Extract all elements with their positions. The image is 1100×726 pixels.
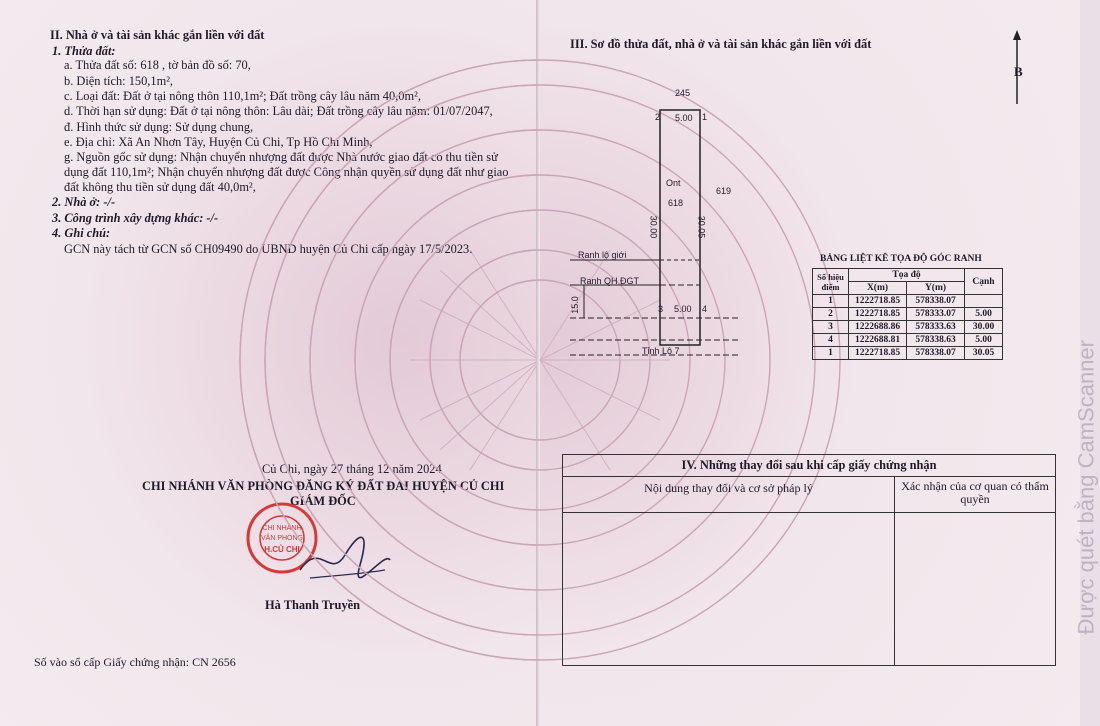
coord-table-title: BẢNG LIỆT KÊ TỌA ĐỘ GÓC RANH [820, 254, 982, 264]
label-road-plan: Ranh QH ĐGT [580, 276, 640, 286]
changes-col-content: Nội dung thay đổi và cơ sở pháp lý [563, 477, 895, 512]
changes-col-confirm: Xác nhận của cơ quan có thẩm quyền [901, 479, 1049, 506]
label-edge-bottom: 5.00 [674, 304, 692, 314]
coord-y: 578338.63 [907, 334, 965, 347]
land-line-g1: g. Nguồn gốc sử dụng: Nhận chuyển nhượng đất được Nhà nước giao đất có thu tiền sử [64, 150, 498, 164]
label-corner-4: 4 [702, 304, 708, 314]
svg-text:H.CỦ CHI: H.CỦ CHI [264, 545, 300, 554]
table-row [813, 334, 1003, 347]
label-edge-right: 30.05 [696, 215, 707, 239]
coord-col-edge: Cạnh [965, 269, 1003, 295]
coord-point: 1 [813, 347, 849, 360]
coord-point: 4 [813, 334, 849, 347]
coord-x: 1222718.85 [849, 308, 907, 321]
label-edge-top: 5.00 [675, 113, 693, 123]
coord-y: 578333.63 [907, 321, 965, 334]
table-row [813, 347, 1003, 360]
changes-content-cell [563, 513, 895, 665]
label-corner-1: 1 [702, 112, 708, 122]
other-works-line: 3. Công trình xây dựng khác: -/- [52, 211, 219, 225]
coord-edge: 5.00 [965, 334, 1003, 347]
land-line-dd: đ. Hình thức sử dụng: Sử dụng chung, [64, 120, 254, 134]
coord-x: 1222688.81 [849, 334, 907, 347]
land-line-g2: dụng đất 110,1m²; Nhận chuyển nhượng đất được Công nhận quyền sử dụng đất như giao [64, 165, 509, 179]
label-parcel-618: 618 [668, 198, 684, 208]
land-line-g3: đất không thu tiền sử dụng đất 40,0m², [64, 180, 256, 194]
signer-position: GIÁM ĐỐC [290, 494, 356, 508]
svg-text:VĂN PHÒNG: VĂN PHÒNG [260, 535, 304, 542]
register-number: Số vào sổ cấp Giấy chứng nhận: CN 2656 [34, 655, 236, 669]
coord-col-y: Y(m) [907, 282, 965, 295]
label-offset: 15.0 [569, 296, 580, 314]
coord-col-coord: Tọa độ [849, 269, 965, 282]
label-parcel-245: 245 [675, 88, 691, 98]
coord-y: 578338.07 [907, 347, 965, 360]
parcel-sketch [570, 80, 810, 380]
land-line-e: e. Địa chỉ: Xã An Nhơn Tây, Huyện Củ Chi, Tp Hồ Chí Minh, [64, 135, 373, 149]
house-line: 2. Nhà ở: -/- [52, 195, 116, 209]
section-title-ii: II. Nhà ở và tài sản khác gắn liền với đất [50, 28, 265, 42]
changes-table [562, 454, 1056, 666]
land-line-d: d. Thời hạn sử dụng: Đất ở tại nông thôn: Lâu dài; Đất trồng cây lâu năm: 01/07/2047, [64, 104, 493, 118]
label-corner-3: 3 [658, 304, 664, 314]
label-parcel-619: 619 [716, 186, 732, 196]
label-land-code: Ont [666, 178, 681, 188]
left-page [0, 0, 540, 726]
land-heading: 1. Thửa đất: [52, 44, 116, 58]
coord-y: 578338.07 [907, 295, 965, 308]
coord-table [812, 268, 1003, 360]
coord-edge [965, 295, 1003, 308]
label-road-edge: Ranh lộ giới [578, 250, 627, 260]
table-row [813, 308, 1003, 321]
notes-heading: 4. Ghi chú: [52, 226, 111, 240]
coord-point: 3 [813, 321, 849, 334]
svg-text:CHI NHÁNH: CHI NHÁNH [262, 525, 302, 532]
notes-text: GCN này tách từ GCN số CH09490 do UBND huyện Củ Chi cấp ngày 17/5/2023. [64, 242, 473, 256]
right-page [540, 0, 1099, 726]
coord-edge: 30.05 [965, 347, 1003, 360]
land-line-b: b. Diện tích: 150,1m², [64, 74, 174, 88]
coord-point: 1 [813, 295, 849, 308]
coord-col-x: X(m) [849, 282, 907, 295]
section-title-iii: III. Sơ đồ thửa đất, nhà ở và tài sản khác gắn liền với đất [570, 37, 872, 51]
coord-point: 2 [813, 308, 849, 321]
issue-date: Củ Chi, ngày 27 tháng 12 năm 2024 [262, 462, 442, 476]
coord-edge: 5.00 [965, 308, 1003, 321]
land-line-c: c. Loại đất: Đất ở tại nông thôn 110,1m²; Đất trồng cây lâu năm 40,0m², [64, 89, 421, 103]
coord-col-point: Số hiệu điểm [813, 269, 849, 295]
label-edge-left: 30.00 [648, 215, 659, 239]
table-row [813, 295, 1003, 308]
changes-confirm-cell [895, 513, 1055, 665]
coord-x: 1222718.85 [849, 295, 907, 308]
signature [290, 510, 400, 590]
table-row [813, 321, 1003, 334]
coord-x: 1222688.86 [849, 321, 907, 334]
land-line-a: a. Thửa đất số: 618 , tờ bản đồ số: 70, [64, 58, 251, 72]
coord-edge: 30.00 [965, 321, 1003, 334]
scanner-watermark: Được quét bằng CamScanner [1074, 340, 1099, 635]
issuing-agency: CHI NHÁNH VĂN PHÒNG ĐĂNG KÝ ĐẤT ĐAI HUYỆN CỦ CHI [142, 479, 505, 493]
label-corner-2: 2 [655, 112, 661, 122]
signer-name: Hà Thanh Truyền [265, 598, 361, 612]
coord-y: 578333.07 [907, 308, 965, 321]
north-label: B [1014, 64, 1023, 79]
changes-title: IV. Những thay đổi sau khi cấp giấy chứng nhận [563, 455, 1055, 477]
coord-x: 1222718.85 [849, 347, 907, 360]
label-road-name: Tỉnh Lộ 7 [642, 346, 680, 356]
